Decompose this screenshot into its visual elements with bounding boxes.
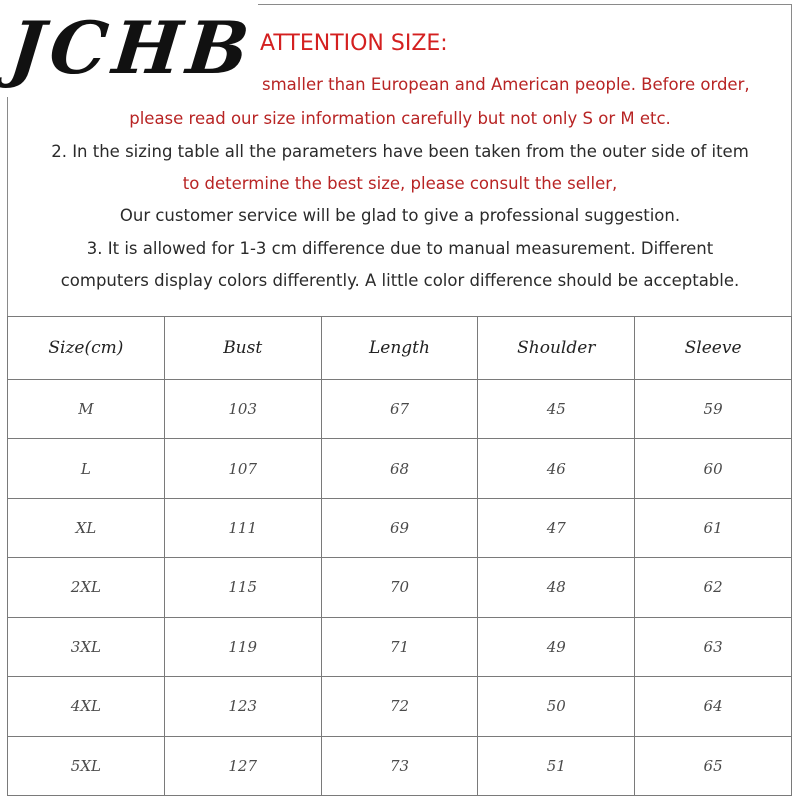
cell-shoulder: 46 [478,439,635,498]
cell-size: XL [8,498,165,557]
notice-line-1: smaller than European and American people. Before order, [262,75,750,94]
cell-bust: 111 [164,498,321,557]
cell-shoulder: 49 [478,617,635,676]
table-row [8,380,792,439]
cell-sleeve: 60 [635,439,792,498]
cell-sleeve: 65 [635,736,792,795]
cell-size: L [8,439,165,498]
cell-bust: 115 [164,558,321,617]
cell-shoulder: 51 [478,736,635,795]
brand-logo-text: JCHB [5,5,259,90]
cell-bust: 107 [164,439,321,498]
notice-line-3: 2. In the sizing table all the parameters have been taken from the outer side of item [51,142,749,161]
cell-bust: 119 [164,617,321,676]
cell-length: 71 [321,617,478,676]
header-sleeve: Sleeve [635,317,792,380]
header-bust: Bust [164,317,321,380]
table-header-row [8,317,792,380]
cell-length: 73 [321,736,478,795]
cell-shoulder: 48 [478,558,635,617]
cell-bust: 103 [164,380,321,439]
notice-line-4: to determine the best size, please consult the seller, [182,174,618,193]
header-length: Length [321,317,478,380]
cell-length: 72 [321,677,478,736]
cell-sleeve: 61 [635,498,792,557]
table-row [8,558,792,617]
notice-line-2: please read our size information carefully but not only S or M etc. [129,109,671,128]
table-row [8,439,792,498]
cell-length: 70 [321,558,478,617]
cell-length: 67 [321,380,478,439]
cell-shoulder: 50 [478,677,635,736]
notice-line-6: 3. It is allowed for 1-3 cm difference due to manual measurement. Different [86,239,714,258]
cell-size: 2XL [8,558,165,617]
table-row [8,617,792,676]
notice-line-5: Our customer service will be glad to give a professional suggestion. [119,206,681,225]
cell-bust: 123 [164,677,321,736]
cell-size: 4XL [8,677,165,736]
cell-sleeve: 63 [635,617,792,676]
header-shoulder: Shoulder [478,317,635,380]
notice-line-7: computers display colors differently. A little color difference should be acceptable. [60,271,740,290]
cell-bust: 127 [164,736,321,795]
cell-sleeve: 64 [635,677,792,736]
size-table [7,316,792,796]
cell-shoulder: 45 [478,380,635,439]
cell-sleeve: 59 [635,380,792,439]
table-row [8,677,792,736]
cell-shoulder: 47 [478,498,635,557]
cell-length: 68 [321,439,478,498]
header-size: Size(cm) [8,317,165,380]
table-row [8,498,792,557]
cell-size: M [8,380,165,439]
cell-size: 3XL [8,617,165,676]
cell-sleeve: 62 [635,558,792,617]
attention-title: ATTENTION SIZE: [260,31,448,56]
brand-logo [0,0,258,97]
cell-length: 69 [321,498,478,557]
cell-size: 5XL [8,736,165,795]
table-row [8,736,792,795]
